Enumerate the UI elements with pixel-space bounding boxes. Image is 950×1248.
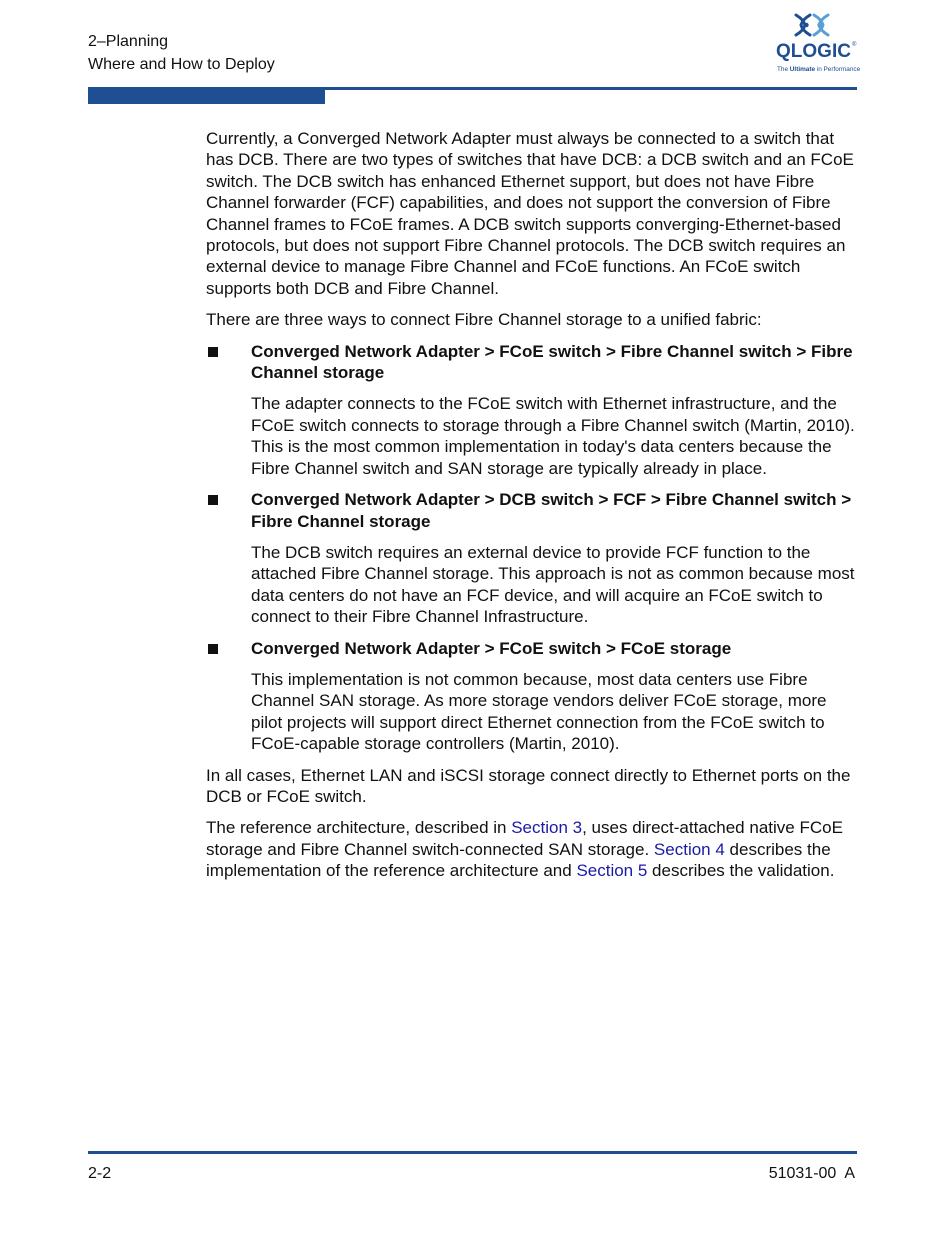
qlogic-emblem-icon [796, 15, 828, 35]
document-id: 51031-00 A [768, 1165, 855, 1182]
reference-text: describes the implementation of the reference architecture and [206, 839, 831, 881]
section-3-link[interactable]: Section 3 [511, 818, 583, 838]
bullet-item [206, 489, 858, 627]
ways-intro-paragraph: There are three ways to connect Fibre Channel storage to a unified fabric: [206, 310, 762, 330]
bullet-description: The adapter connects to the FCoE switch with Ethernet infrastructure, and the FCoE switch connects to storage through a Fibre Channel switch (Martin, 2010). This is the most common implementation in today's data centers because the Fibre Channel switch and SAN storage are typically already in place. [251, 394, 855, 478]
bullet-item [206, 341, 858, 479]
section-4-link[interactable]: Section 4 [653, 839, 725, 859]
header-chapter: 2–Planning [88, 33, 169, 50]
bullet-title: Converged Network Adapter > DCB switch > FCF > Fibre Channel switch > Fibre Channel storage [251, 490, 852, 531]
qlogic-logo [774, 10, 860, 74]
bullet-item [206, 638, 858, 755]
square-bullet-icon [208, 495, 218, 505]
square-bullet-icon [208, 347, 218, 357]
section-5-link[interactable]: Section 5 [576, 861, 648, 881]
bullet-title: Converged Network Adapter > FCoE switch > FCoE storage [251, 638, 732, 658]
footer-rule [88, 1151, 857, 1154]
square-bullet-icon [208, 644, 218, 654]
reference-text: , uses direct-attached native FCoE storage and Fibre Channel switch-connected SAN storage. [206, 818, 843, 859]
header-accent-bar [88, 89, 325, 104]
page-number: 2-2 [88, 1165, 112, 1182]
reference-text: The reference architecture, described in [206, 818, 512, 838]
logo-tagline: The Ultimate in Performance [777, 66, 860, 73]
bullet-title: Converged Network Adapter > FCoE switch > Fibre Channel switch > Fibre Channel storage [251, 341, 853, 383]
page-body [206, 128, 858, 892]
reference-paragraph [206, 817, 858, 881]
reference-text: describes the validation. [647, 861, 835, 881]
header-section-title: Where and How to Deploy [88, 56, 275, 73]
intro-paragraph: Currently, a Converged Network Adapter must always be connected to a switch that has DCB. There are two types of switches that have DCB: a DCB switch and an FCoE switch. The DCB switch has enhanced Ethernet support, but does not have Fibre Channel forwarder (FCF) capabilities, and does not support the conversion of Fibre Channel frames to FCoE frames. A DCB switch supports converging-Ethernet-based protocols, but does not support Fibre Channel protocols. The DCB switch requires an external device to manage Fibre Channel and FCoE functions. An FCoE switch supports both DCB and Fibre Channel. [206, 129, 854, 298]
logo-registered-mark: ® [852, 42, 857, 48]
all-cases-paragraph: In all cases, Ethernet LAN and iSCSI storage connect directly to Ethernet ports on the DCB or FCoE switch. [206, 765, 851, 806]
bullet-description: The DCB switch requires an external device to provide FCF function to the attached Fibre Channel storage. This approach is not as common because most data centers do not have an FCF device, and will acquire an FCoE switch to connect to their Fibre Channel Infrastructure. [251, 542, 855, 627]
logo-brand-text: QLOGIC [776, 41, 851, 62]
bullet-description: This implementation is not common because, most data centers use Fibre Channel SAN storage. As more storage vendors deliver FCoE storage, more pilot projects will support direct Ethernet connection from the FCoE switch to FCoE-capable storage controllers (Martin, 2010). [251, 669, 827, 754]
